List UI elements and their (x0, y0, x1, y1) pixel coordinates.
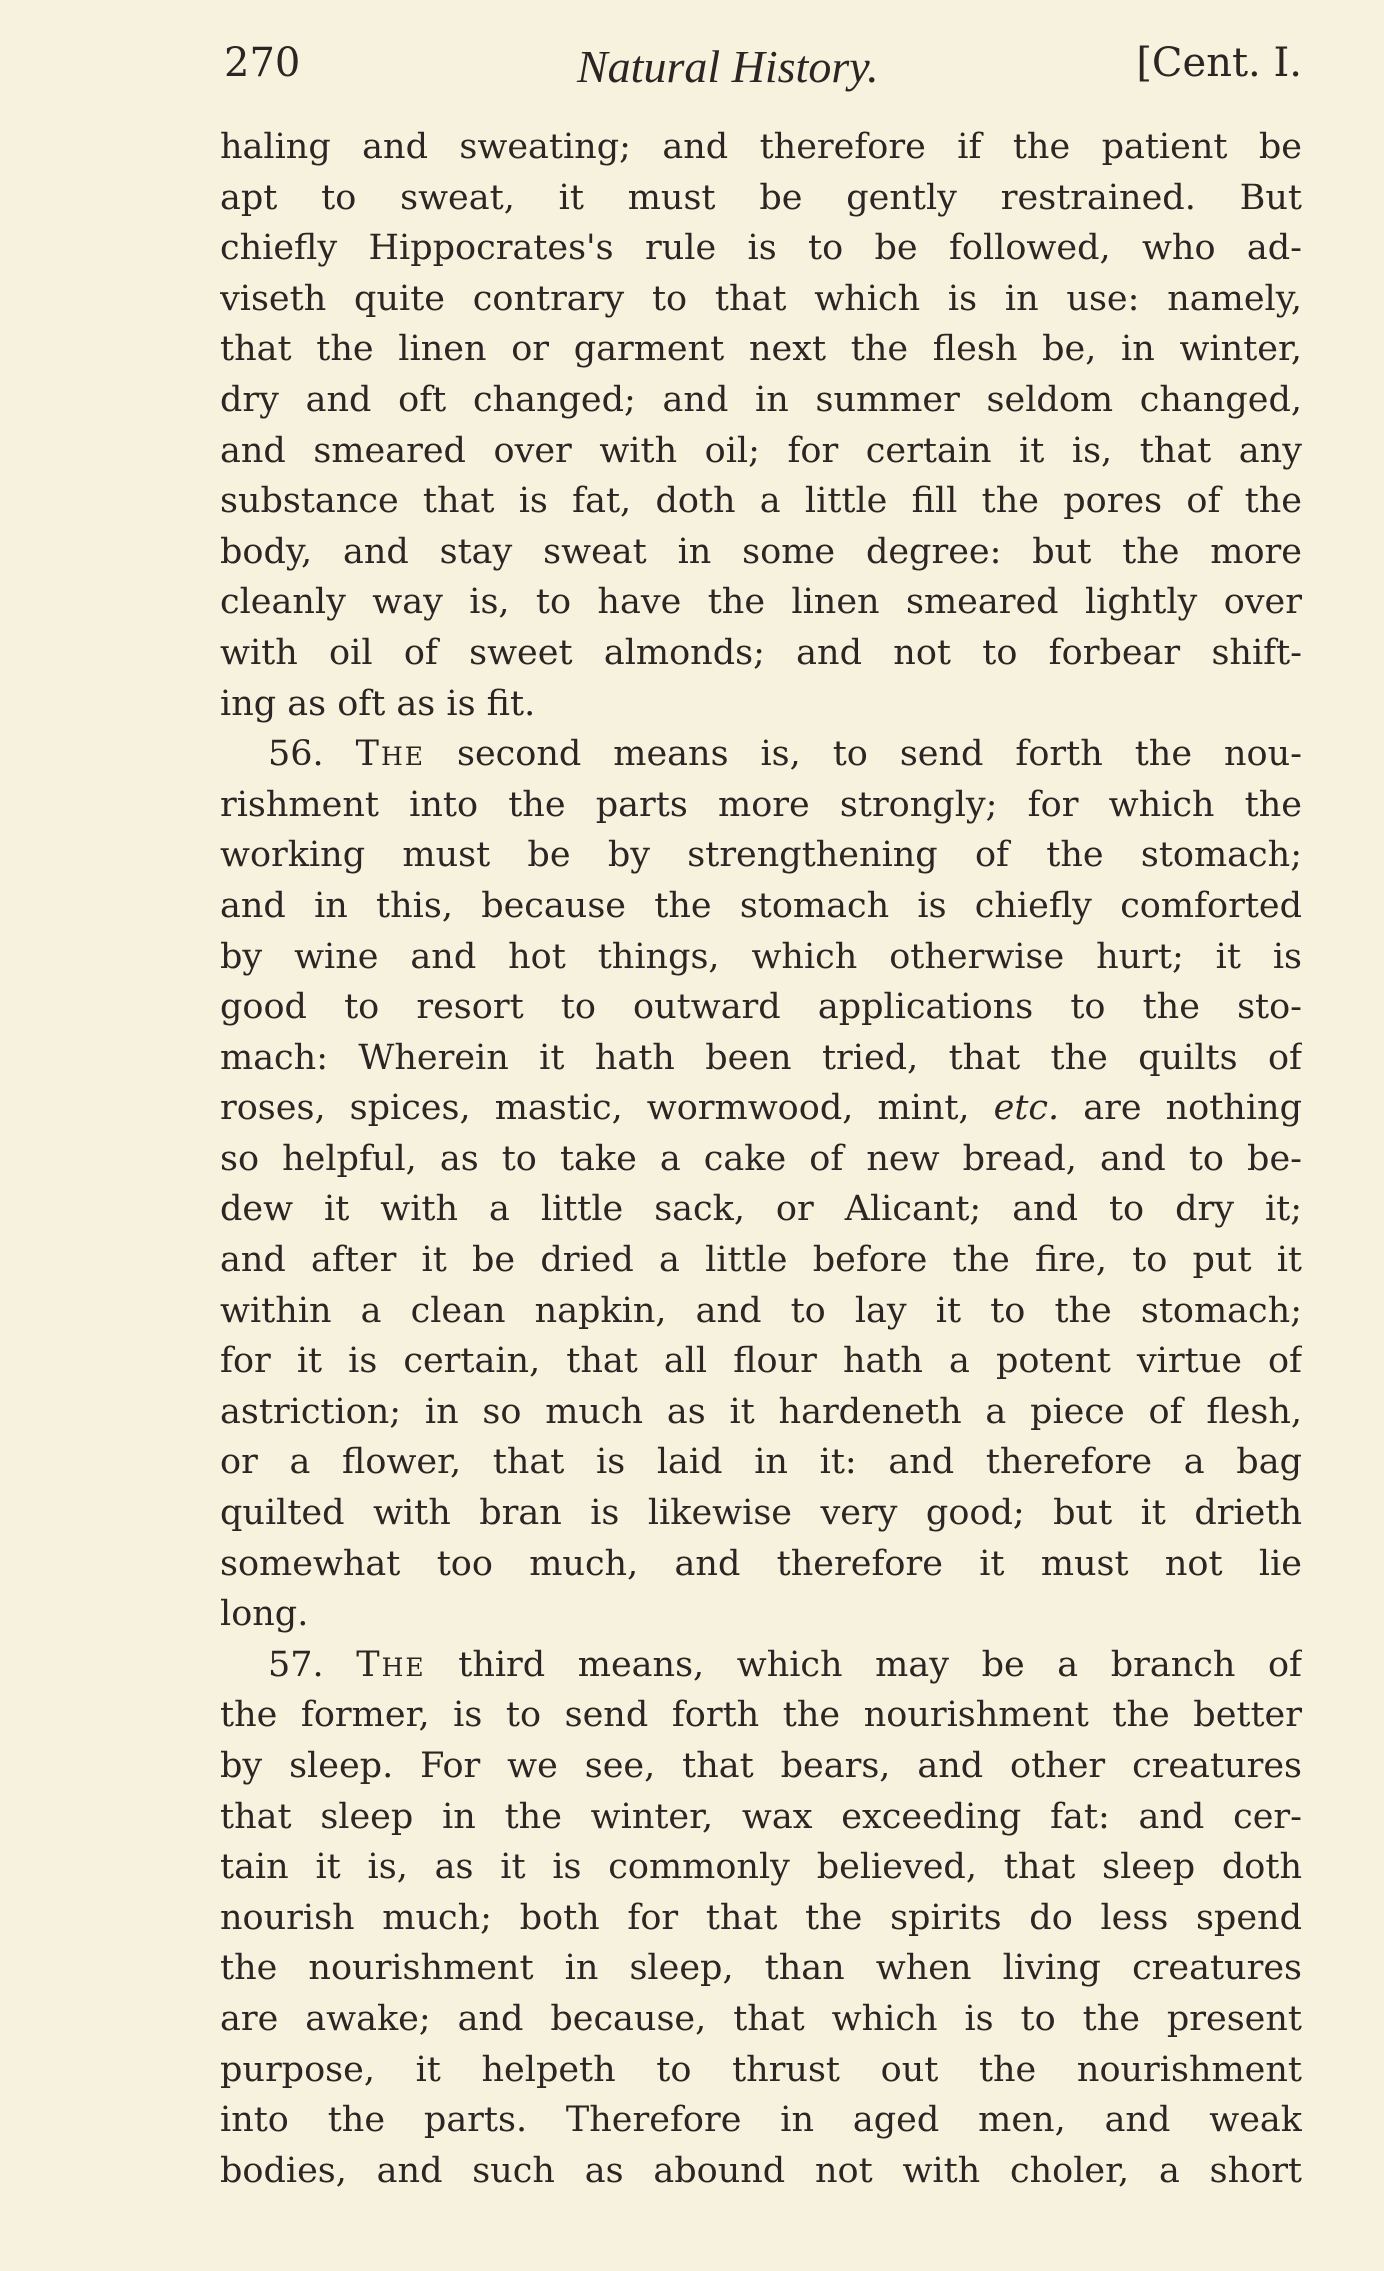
paragraph-number: 57. (268, 1644, 324, 1685)
line-text: are nothing (1059, 1088, 1302, 1129)
text-line: body, and stay sweat in some degree: but the more (220, 531, 1302, 572)
text-line: into the parts. Therefore in aged men, and weak (220, 2100, 1302, 2141)
text-line: astriction; in so much as it hardeneth a piece of flesh, (220, 1391, 1302, 1432)
text-line: and in this, because the stomach is chiefly comforted (220, 885, 1302, 926)
page-number: 270 (224, 40, 301, 86)
text-line: by wine and hot things, which otherwise hurt; it is (220, 936, 1302, 977)
running-header (222, 40, 1302, 100)
text-line: chiefly Hippocrates's rule is to be followed, who ad- (220, 228, 1302, 269)
text-line: tain it is, as it is commonly believed, that sleep doth (220, 1847, 1302, 1888)
text-line: cleanly way is, to have the linen smeared lightly over (220, 582, 1302, 623)
text-line: so helpful, as to take a cake of new bread, and to be- (220, 1138, 1302, 1179)
line-text: second means is, to send forth the nou- (425, 734, 1302, 775)
small-caps-word: The (355, 734, 426, 775)
line-text: roses, spices, mastic, wormwood, mint, (220, 1088, 994, 1129)
text-line (220, 1083, 1302, 1134)
text-line: and smeared over with oil; for certain it is, that any (220, 430, 1302, 471)
text-line: rishment into the parts more strongly; for which the (220, 784, 1302, 825)
section-marker: [Cent. I. (1136, 40, 1302, 86)
text-line: viseth quite contrary to that which is in use: namely, (220, 278, 1302, 319)
line-text: third means, which may be a branch of (425, 1644, 1302, 1685)
running-title: Natural History. (577, 41, 879, 92)
text-line: purpose, it helpeth to thrust out the nourishment (220, 2049, 1302, 2090)
paragraph-number: 56. (268, 734, 324, 775)
text-line: that sleep in the winter, wax exceeding fat: and cer- (220, 1796, 1302, 1837)
text-line: quilted with bran is likewise very good; but it drieth (220, 1493, 1302, 1534)
text-line: within a clean napkin, and to lay it to the stomach; (220, 1290, 1302, 1331)
text-line: apt to sweat, it must be gently restrained. But (220, 177, 1302, 218)
text-line: nourish much; both for that the spirits do less spend (220, 1897, 1302, 1938)
text-line: ing as oft as is fit. (220, 683, 536, 724)
text-line: or a flower, that is laid in it: and therefore a bag (220, 1442, 1302, 1483)
text-line: the former, is to send forth the nourishment the better (220, 1695, 1302, 1736)
text-line: bodies, and such as abound not with choler, a short (220, 2150, 1302, 2191)
text-line: good to resort to outward applications to the sto- (220, 987, 1302, 1028)
italic-etc: etc. (993, 1088, 1060, 1129)
paragraph-57-start (220, 1640, 1302, 1691)
small-caps-word: The (356, 1644, 426, 1685)
text-line: with oil of sweet almonds; and not to forbear shift- (220, 632, 1302, 673)
text-line: mach: Wherein it hath been tried, that the quilts of (220, 1037, 1302, 1078)
text-line: working must be by strengthening of the stomach; (220, 835, 1302, 876)
page-body-text (220, 122, 1302, 2196)
text-line: the nourishment in sleep, than when living creatures (220, 1948, 1302, 1989)
text-line: dew it with a little sack, or Alicant; and to dry it; (220, 1189, 1302, 1230)
text-line: long. (220, 1594, 309, 1635)
text-line: dry and oft changed; and in summer seldom changed, (220, 379, 1302, 420)
text-line: by sleep. For we see, that bears, and other creatures (220, 1746, 1302, 1786)
text-line: are awake; and because, that which is to the present (220, 1998, 1302, 2039)
text-line: and after it be dried a little before the fire, to put it (220, 1240, 1302, 1281)
text-line: that the linen or garment next the flesh be, in winter, (220, 329, 1302, 370)
text-line: somewhat too much, and therefore it must not lie (220, 1543, 1302, 1584)
text-line: for it is certain, that all flour hath a potent virtue of (220, 1341, 1302, 1382)
text-line: substance that is fat, doth a little fill the pores of the (220, 481, 1302, 522)
text-line: haling and sweating; and therefore if the patient be (220, 127, 1302, 167)
paragraph-56-start (220, 729, 1302, 780)
